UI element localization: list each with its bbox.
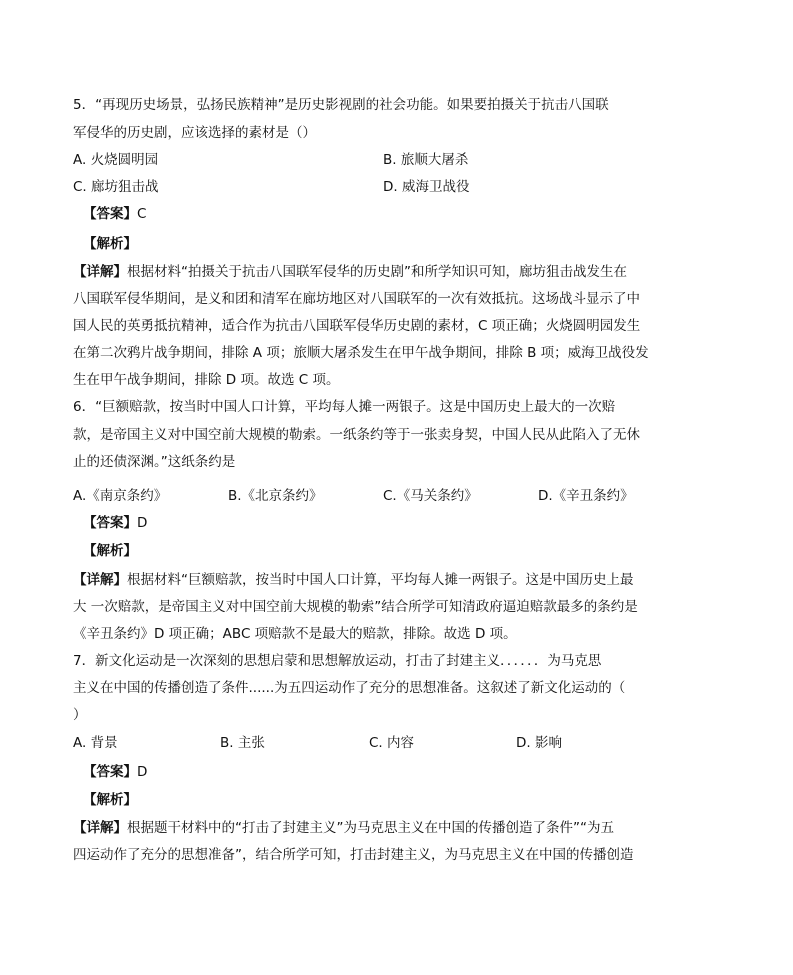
q7-stem-line-3: ） [73, 707, 87, 723]
answer-label: 【答案】 [83, 515, 137, 531]
q5-stem-line-1: 5．“再现历史场景，弘扬民族精神”是历史影视剧的社会功能。如果要拍摄关于抗击八国联 [73, 97, 609, 113]
q6-option-a: A.《南京条约》 [73, 488, 168, 504]
q7-answer [83, 763, 147, 781]
q6-stem-line-2: 款，是帝国主义对中国空前大规模的勒索。一纸条约等于一张卖身契，中国人民从此陷入了无休 [73, 427, 640, 443]
q7-detail-line-1 [73, 819, 673, 837]
q7-stem-line-2: 主义在中国的传播创造了条件......为五四运动作了充分的思想准备。这叙述了新文化运动的（ [73, 680, 626, 696]
q5-option-c: C. 廊坊狙击战 [73, 179, 159, 195]
detail-label: 【详解】 [73, 820, 127, 836]
q7-option-b: B. 主张 [220, 735, 265, 751]
q5-detail-line-4: 在第二次鸦片战争期间，排除 A 项；旅顺大屠杀发生在甲午战争期间，排除 B 项；威海卫战役发 [73, 345, 649, 361]
q6-option-d: D.《辛丑条约》 [538, 488, 634, 504]
q6-detail-line-2: 大 一次赔款，是帝国主义对中国空前大规模的勒索”结合所学可知清政府逼迫赔款最多的条约是 [73, 599, 638, 615]
answer-value: C [137, 206, 147, 222]
q5-detail-line-1 [73, 263, 673, 281]
q6-option-c: C.《马关条约》 [383, 488, 478, 504]
detail-text: 根据材料“巨额赔款，按当时中国人口计算，平均每人摊一两银子。这是中国历史上最 [127, 572, 634, 588]
analysis-label: 【解析】 [83, 543, 137, 559]
q7-option-c: C. 内容 [369, 735, 415, 751]
analysis-label: 【解析】 [83, 792, 137, 808]
q7-detail-line-2: 四运动作了充分的思想准备”，结合所学可知，打击封建主义，为马克思主义在中国的传播创造 [73, 847, 634, 863]
answer-value: D [137, 515, 148, 531]
q7-option-d: D. 影响 [516, 735, 562, 751]
q5-analysis-label [83, 235, 137, 253]
detail-label: 【详解】 [73, 264, 127, 280]
answer-label: 【答案】 [83, 764, 137, 780]
q7-stem-line-1: 7．新文化运动是一次深刻的思想启蒙和思想解放运动，打击了封建主义．．．．．．为马克思 [73, 653, 602, 669]
q5-detail-line-2: 八国联军侵华期间，是义和团和清军在廊坊地区对八国联军的一次有效抵抗。这场战斗显示了中 [73, 291, 640, 307]
q6-analysis-label [83, 542, 137, 560]
q5-option-d: D. 威海卫战役 [383, 179, 470, 195]
q6-detail-line-3: 《辛丑条约》D 项正确；ABC 项赔款不是最大的赔款，排除。故选 D 项。 [73, 626, 517, 642]
detail-label: 【详解】 [73, 572, 127, 588]
q6-stem-line-1: 6．“巨额赔款，按当时中国人口计算，平均每人摊一两银子。这是中国历史上最大的一次赔 [73, 399, 616, 415]
detail-text: 根据材料“拍摄关于抗击八国联军侵华的历史剧”和所学知识可知，廊坊狙击战发生在 [127, 264, 627, 280]
q7-analysis-label [83, 791, 137, 809]
answer-value: D [137, 764, 148, 780]
q6-stem-line-3: 止的还债深渊。”这纸条约是 [73, 454, 236, 470]
q5-option-b: B. 旅顺大屠杀 [383, 152, 469, 168]
q6-detail-line-1 [73, 571, 673, 589]
q6-answer [83, 514, 147, 532]
q5-detail-line-3: 国人民的英勇抵抗精神，适合作为抗击八国联军侵华历史剧的素材，C 项正确；火烧圆明园发生 [73, 318, 641, 334]
q5-answer [83, 205, 146, 223]
answer-label: 【答案】 [83, 206, 137, 222]
q5-option-a: A. 火烧圆明园 [73, 152, 159, 168]
q7-option-a: A. 背景 [73, 735, 118, 751]
detail-text: 根据题干材料中的“打击了封建主义”为马克思主义在中国的传播创造了条件”“为五 [127, 820, 614, 836]
q6-option-b: B.《北京条约》 [228, 488, 323, 504]
q5-detail-line-5: 生在甲午战争期间，排除 D 项。故选 C 项。 [73, 372, 340, 388]
analysis-label: 【解析】 [83, 236, 137, 252]
q5-stem-line-2: 军侵华的历史剧，应该选择的素材是（） [73, 125, 316, 141]
